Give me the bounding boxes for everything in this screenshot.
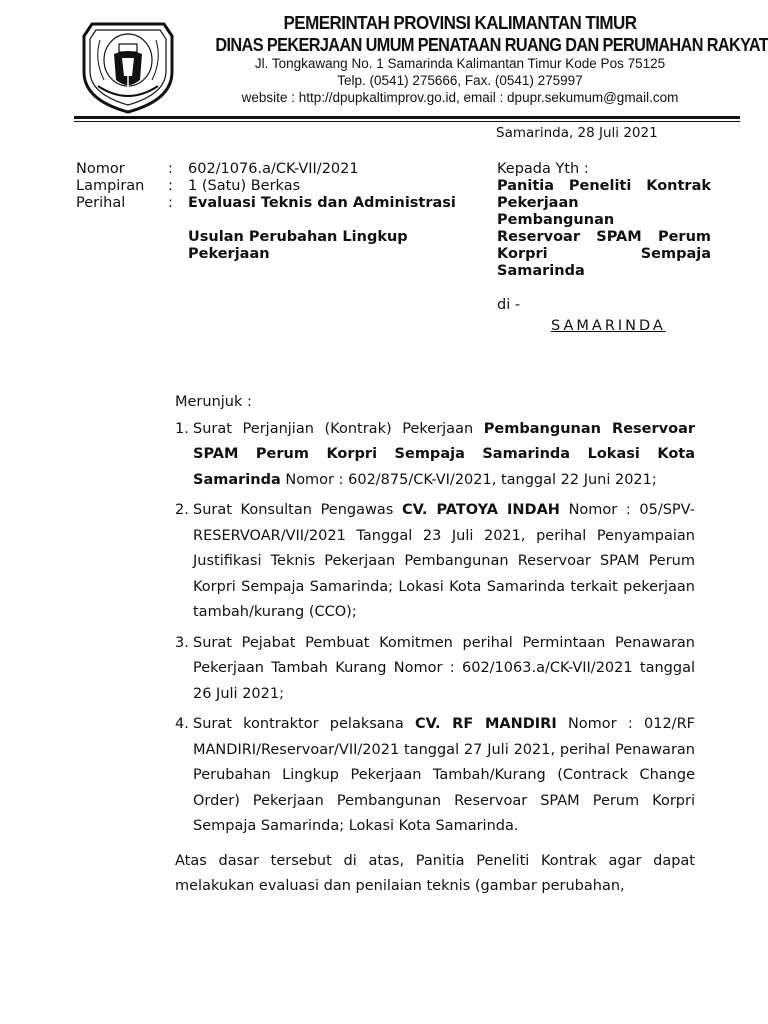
recipient-name-line: Korpri Sempaja: [497, 246, 711, 262]
list-item: [175, 417, 695, 494]
letterhead: [182, 12, 768, 106]
item-text-plain: Surat Perjanjian (Kontrak) Pekerjaan: [193, 420, 484, 437]
provincial-emblem-logo: [74, 14, 182, 114]
letter-body: [175, 390, 695, 900]
closing-paragraph: Atas dasar tersebut di atas, Panitia Peneliti Kontrak agar dapat melakukan evaluasi dan penilaian teknis (gambar perubahan,: [175, 852, 695, 894]
item-text-bold: Pembangunan Reservoar SPAM Perum Korpri Sempaja Samarinda Lokasi Kota Samarinda: [193, 420, 696, 488]
list-item: [175, 498, 695, 626]
letterhead-agency-name: DINAS PEKERJAAN UMUM PENATAAN RUANG DAN PERUMAHAN RAKYAT: [215, 34, 768, 55]
meta-perihal-label: Perihal: [76, 195, 126, 211]
reference-list: [175, 417, 695, 840]
list-item: [175, 631, 695, 708]
recipient-name-line: Samarinda: [497, 263, 585, 279]
meta-colon: :: [168, 178, 173, 194]
list-item-number: 1.: [175, 420, 189, 437]
list-item-text: [193, 498, 695, 626]
list-item-text: [193, 417, 695, 494]
recipient-block: [497, 161, 711, 335]
meta-colon: :: [168, 195, 173, 211]
meta-lampiran-value: 1 (Satu) Berkas: [188, 178, 301, 194]
meta-perihal-row: [76, 195, 486, 263]
letterhead-website: website : http://dpupkaltimprov.go.id, email : dpupr.sekumum@gmail.com: [241, 90, 679, 105]
recipient-name-line: Reservoar SPAM Perum: [497, 229, 711, 245]
item-text-plain: Nomor : 602/875/CK-VI/2021, tanggal 22 Juni 2021;: [280, 471, 657, 488]
letter-meta: [76, 161, 486, 263]
meta-lampiran-row: [76, 178, 486, 195]
item-text-plain: Surat Konsultan Pengawas: [193, 502, 402, 518]
letter-date: Samarinda, 28 Juli 2021: [496, 125, 658, 141]
item-text-plain: Surat Pejabat Pembuat Komitmen perihal Permintaan Penawaran Pekerjaan Tambah Kurang Nomor : 602/1063.a/CK-VII/2021 tanggal 26 Juli 2021;: [193, 634, 695, 702]
list-item-number: 4.: [175, 716, 189, 732]
list-item-number: 3.: [175, 634, 189, 651]
recipient-greeting: Kepada Yth :: [497, 161, 589, 177]
meta-nomor-row: [76, 161, 486, 178]
item-text-plain: Nomor : 012/RF MANDIRI/Reservoar/VII/2021 tanggal 27 Juli 2021, perihal Penawaran Perubahan Lingkup Pekerjaan Tambah/Kurang (Contrack Change Order) Pekerjaan Pembangunan Reservoar SPAM Perum Korpri Sempaja Samarinda; Lokasi Kota Samarinda.: [193, 716, 695, 834]
letterhead-address: Jl. Tongkawang No. 1 Samarinda Kalimantan Timur Kode Pos 75125: [254, 56, 666, 71]
subject-line-2: Usulan Perubahan Lingkup Pekerjaan: [188, 229, 408, 262]
meta-colon: :: [168, 161, 173, 177]
list-item-text: [193, 712, 695, 840]
recipient-name-line: Pekerjaan: [497, 195, 579, 211]
letterhead-thick-rule: [74, 116, 740, 119]
recipient-name-line: Panitia Peneliti Kontrak: [497, 178, 711, 194]
item-text-bold: CV. PATOYA INDAH: [401, 502, 560, 518]
item-text-plain: Surat kontraktor pelaksana: [193, 716, 415, 732]
recipient-di: di -: [497, 297, 521, 313]
list-item: [175, 712, 695, 840]
list-item-text: [193, 631, 695, 708]
letterhead-government-name: PEMERINTAH PROVINSI KALIMANTAN TIMUR: [283, 12, 637, 33]
item-text-plain: Nomor : 05/SPV-RESERVOAR/VII/2021 Tanggal 23 Juli 2021, perihal Penyampaian Justifikasi Teknis Pekerjaan Pembangunan Reservoar SPAM Perum Korpri Sempaja Samarinda; Lokasi Kota Samarinda terkait pekerjaan tambah/kurang (CCO);: [193, 502, 695, 620]
subject-line-1: Evaluasi Teknis dan Administrasi: [188, 195, 456, 211]
item-text-bold: CV. RF MANDIRI: [415, 716, 557, 732]
meta-lampiran-label: Lampiran: [76, 178, 145, 194]
recipient-name-line: Pembangunan: [497, 212, 615, 228]
list-item-number: 2.: [175, 502, 189, 518]
meta-perihal-value: [188, 195, 486, 263]
meta-nomor-value: 602/1076.a/CK-VII/2021: [188, 161, 359, 177]
recipient-city: SAMARINDA: [551, 318, 666, 334]
letterhead-phone: Telp. (0541) 275666, Fax. (0541) 275997: [337, 73, 583, 88]
meta-nomor-label: Nomor: [76, 161, 125, 177]
body-intro: Merunjuk :: [175, 394, 252, 410]
letterhead-thin-rule: [74, 121, 740, 122]
